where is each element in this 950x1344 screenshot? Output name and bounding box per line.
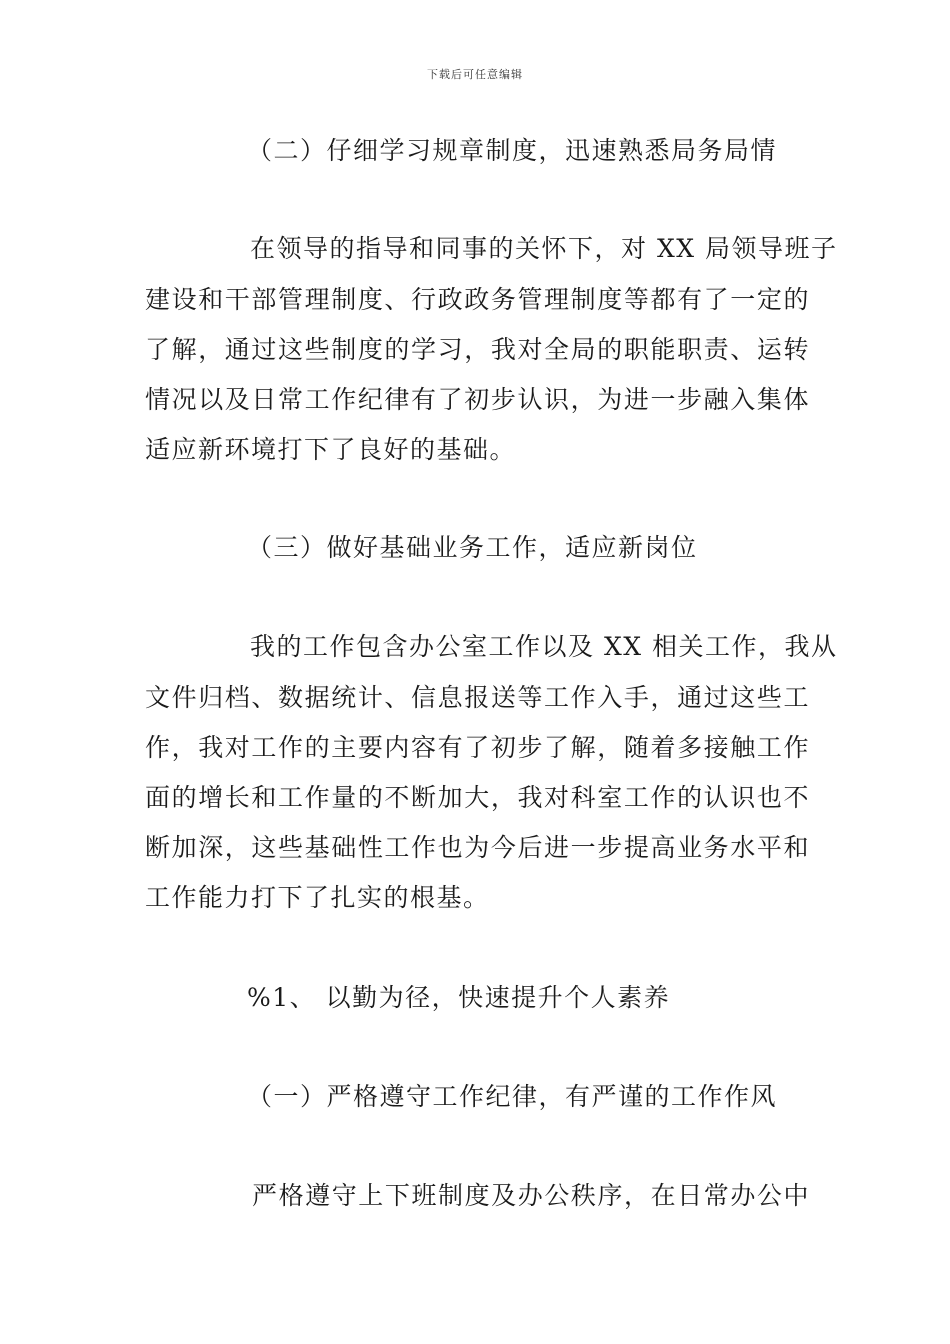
section-heading-3: （三）做好基础业务工作，适应新岗位 xyxy=(247,533,698,562)
header-note: 下载后可任意编辑 xyxy=(427,68,523,81)
paragraph-line: 建设和干部管理制度、行政政务管理制度等都有了一定的 xyxy=(145,285,810,314)
section-heading-2: （二）仔细学习规章制度，迅速熟悉局务局情 xyxy=(247,136,778,165)
paragraph-line: 工作能力打下了扎实的根基。 xyxy=(145,883,490,912)
paragraph-line: 断加深，这些基础性工作也为今后进一步提高业务水平和 xyxy=(145,833,810,862)
paragraph-line: 了解，通过这些制度的学习，我对全局的职能职责、运转 xyxy=(145,335,810,364)
section-title-1: %1、 以勤为径，快速提升个人素养 xyxy=(247,983,671,1012)
paragraph-line: 面的增长和工作量的不断加大，我对科室工作的认识也不 xyxy=(145,783,810,812)
paragraph-line: 在领导的指导和同事的关怀下，对 XX 局领导班子 xyxy=(250,234,838,263)
paragraph-line: 作，我对工作的主要内容有了初步了解，随着多接触工作 xyxy=(145,733,810,762)
section-heading-1: （一）严格遵守工作纪律，有严谨的工作作风 xyxy=(247,1082,778,1111)
paragraph-line: 适应新环境打下了良好的基础。 xyxy=(145,435,517,464)
paragraph-line: 情况以及日常工作纪律有了初步认识，为进一步融入集体 xyxy=(145,385,810,414)
paragraph-line: 我的工作包含办公室工作以及 XX 相关工作，我从 xyxy=(250,632,838,661)
paragraph-line: 文件归档、数据统计、信息报送等工作入手，通过这些工 xyxy=(145,683,810,712)
paragraph-line: 严格遵守上下班制度及办公秩序，在日常办公中 xyxy=(252,1181,810,1210)
